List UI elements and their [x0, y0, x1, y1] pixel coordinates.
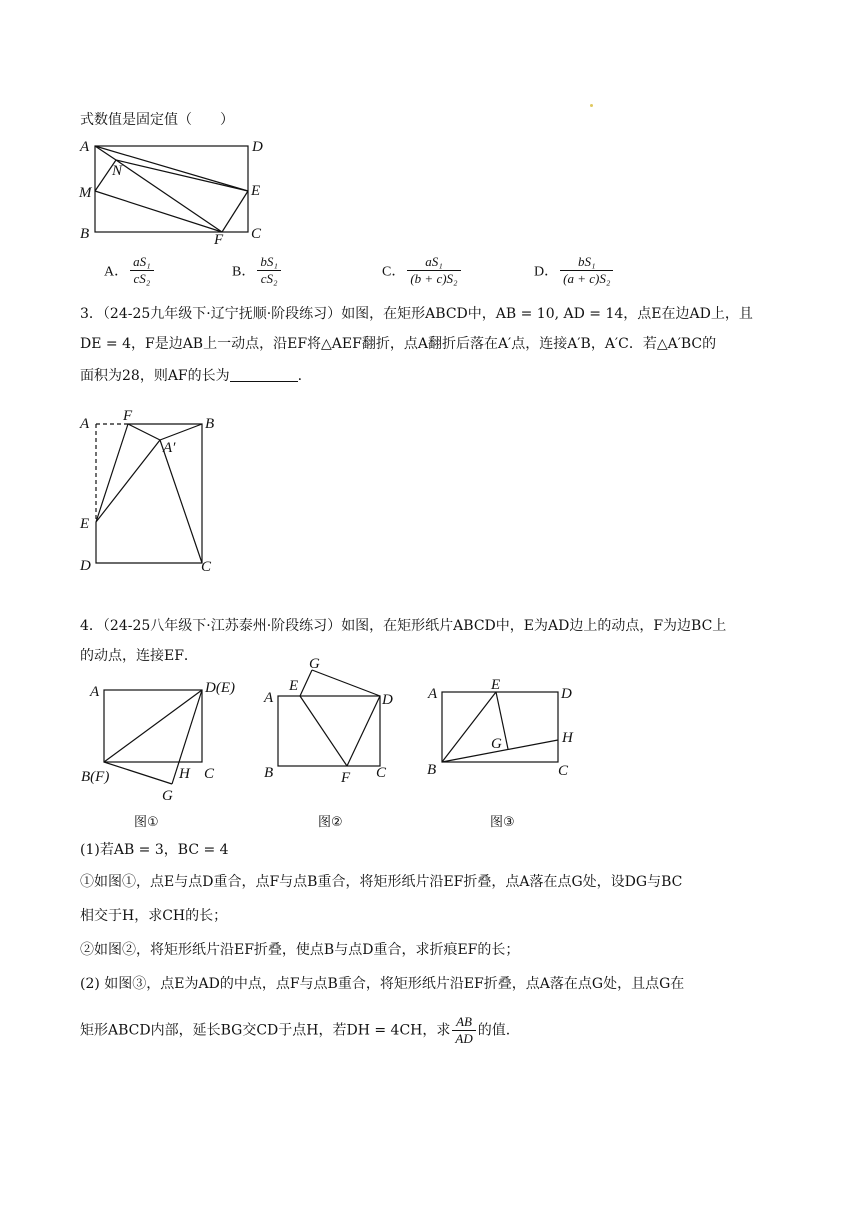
fig2-label-f: F	[341, 770, 351, 786]
q3-label-e: E	[80, 516, 90, 532]
q3-label-c: C	[201, 559, 212, 575]
q4-part-2-line-2: 矩形ABCD内部，延长BG交CD于点H，若DH = 4CH，求 $\frac{AB}{AD}$ 的值.	[80, 1014, 511, 1046]
q3-label-b: B	[205, 416, 215, 432]
q4-ab-over-ad-fraction: $\frac{AB}{AD}$	[452, 1014, 475, 1047]
q4-figure-3	[424, 674, 594, 832]
q3-source: （24-25九年级下·辽宁抚顺·阶段练习）	[102, 306, 342, 322]
q4-source: （24-25八年级下·江苏泰州·阶段练习）	[102, 618, 342, 634]
q2-figure	[70, 134, 270, 246]
q2-label-c: C	[251, 226, 262, 242]
q4-figure-1	[78, 674, 248, 832]
q4-sub-1-line-2: 相交于H，求CH的长；	[80, 908, 228, 924]
fig1-label-a: A	[90, 684, 100, 700]
fig3-label-a: A	[428, 686, 438, 702]
q3-line-2: DE = 4，F是边AB上一动点，沿EF将△AEF翻折，点A翻折后落在A′点，连接A′B，A′C．若△A′BC的	[80, 336, 717, 352]
q2-label-f: F	[214, 232, 224, 246]
q2-label-d: D	[252, 139, 263, 155]
q2-label-a: A	[80, 139, 90, 155]
fig3-label-e: E	[491, 677, 501, 693]
q3-label-a: A	[80, 416, 90, 432]
q2-option-d[interactable]: D． $\frac{\text{bS₁}}{\text{(a + c)S₂}}$	[534, 254, 615, 287]
fig2-label-g: G	[309, 656, 320, 672]
q3-label-a-prime: A′	[163, 440, 176, 456]
q2-option-a[interactable]: A． $\frac{\text{aS₁}}{\text{cS₂}}$	[104, 254, 156, 287]
fig3-label-c: C	[558, 763, 569, 779]
fig3-label-g: G	[491, 736, 502, 752]
fig2-label-a: A	[264, 690, 274, 706]
q3-line-1	[80, 304, 753, 324]
fig2-label-c: C	[376, 765, 387, 781]
q4-part-2-line-1: (2) 如图③，点E为AD的中点，点F与点B重合，将矩形纸片沿EF折叠，点A落在点G处，且点G在	[80, 976, 685, 992]
fig1-label-c: C	[204, 766, 215, 782]
decorative-dot	[590, 104, 593, 107]
q2-option-c[interactable]: C． $\frac{\text{aS₁}}{\text{(b + c)S₂}}$	[382, 254, 463, 287]
q4-number: 4．	[80, 618, 103, 634]
q3-label-f: F	[123, 408, 133, 424]
q4-sub-2: ②如图②，将矩形纸片沿EF折叠，使点B与点D重合，求折痕EF的长；	[80, 942, 520, 958]
fig3-label-b: B	[427, 762, 437, 778]
fig2-label-e: E	[289, 678, 299, 694]
q2-rectangle	[95, 146, 248, 232]
fig1-label-b-f: B(F)	[81, 769, 110, 785]
fig2-label-b: B	[264, 765, 274, 781]
q2-question-tail: 式数值是固定值（ ）	[80, 112, 234, 128]
fig1-label-d-e: D(E)	[205, 680, 235, 696]
q2-option-b[interactable]: B． $\frac{\text{bS₁}}{\text{cS₂}}$	[232, 254, 283, 287]
q4-line-1	[80, 616, 726, 636]
fig3-label-d: D	[561, 686, 572, 702]
q4-sub-1-line-1: ①如图①，点E与点D重合，点F与点B重合，将矩形纸片沿EF折叠，点A落在点G处，设DG与BC	[80, 874, 683, 890]
q4-part-1: (1)若AB = 3，BC = 4	[80, 842, 229, 858]
q3-line-3: 面积为28，则AF的长为 .	[80, 368, 303, 384]
fig1-label-g: G	[162, 788, 173, 804]
q3-answer-blank[interactable]	[230, 367, 298, 382]
q4-figure-2	[256, 654, 406, 832]
q4-text-1: 如图，在矩形纸片ABCD中，E为AD边上的动点，F为边BC上	[341, 618, 727, 634]
q2-label-m: M	[79, 185, 92, 201]
fig1-label-h: H	[179, 766, 190, 782]
fig3-label-h: H	[562, 730, 573, 746]
q3-number: 3．	[80, 306, 103, 322]
fig1-caption: 图①	[134, 815, 159, 830]
q4-line-2: 的动点，连接EF．	[80, 648, 198, 664]
q2-label-n: N	[112, 163, 123, 179]
fig2-caption: 图②	[318, 815, 343, 830]
q2-label-e: E	[251, 183, 261, 199]
q3-figure	[72, 408, 232, 580]
q3-text-1: 如图，在矩形ABCD中，AB = 10, AD = 14，点E在边AD上，且	[341, 306, 753, 322]
q3-label-d: D	[80, 558, 91, 574]
fig3-caption: 图③	[490, 815, 515, 830]
fig2-label-d: D	[382, 692, 393, 708]
q2-label-b: B	[80, 226, 90, 242]
